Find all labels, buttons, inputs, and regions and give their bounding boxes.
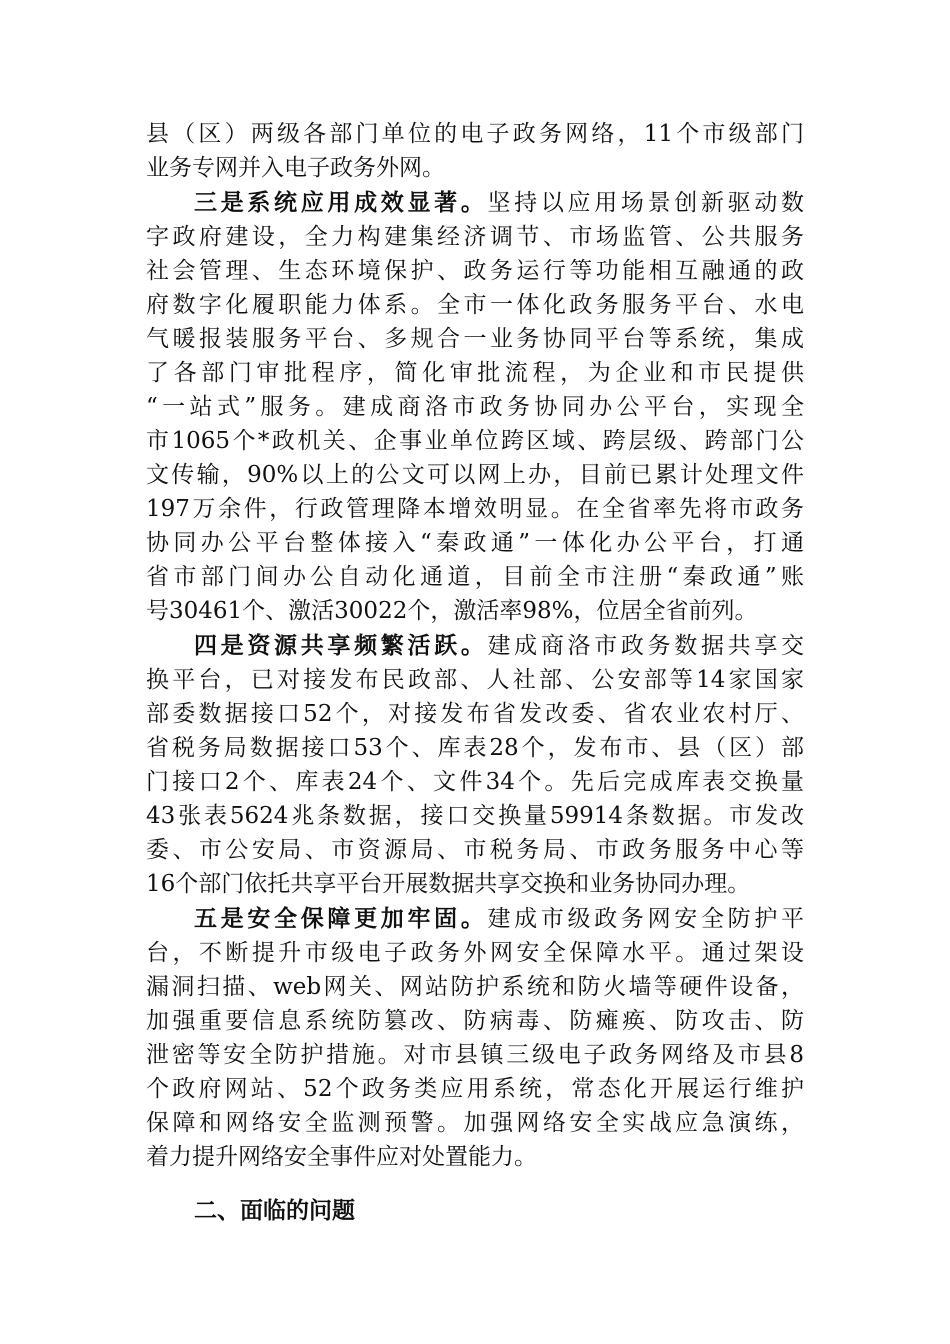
paragraph-3-lead: 四是资源共享频繁活跃。	[194, 632, 488, 659]
paragraph-4-line-3: 漏洞扫描、web网关、网站防护系统和防火墙等硬件设备，	[146, 974, 804, 1000]
paragraph-2-line-6: 了各部门审批程序，简化审批流程，为企业和市民提供	[146, 360, 804, 386]
paragraph-2-line-3: 社会管理、生态环境保护、政务运行等功能相互融通的政	[146, 258, 804, 284]
paragraph-3-text: 建成商洛市政务数据共享交	[487, 633, 805, 659]
paragraph-1-line-1: 县（区）两级各部门单位的电子政务网络，11个市级部门	[146, 121, 804, 147]
paragraph-2-lead: 三是系统应用成效显著。	[194, 189, 488, 216]
paragraph-3-line-1	[194, 629, 804, 663]
paragraph-3-line-8: 16个部门依托共享平台开展数据共享交换和业务协同办理。	[146, 871, 751, 897]
paragraph-2-line-12: 省市部门间办公自动化通道，目前全市注册“秦政通”账	[146, 564, 804, 590]
paragraph-4-line-4: 加强重要信息系统防篡改、防病毒、防瘫痪、防攻击、防	[146, 1008, 804, 1034]
paragraph-3-line-2: 换平台，已对接发布民政部、人社部、公安部等14家国家	[146, 667, 804, 693]
paragraph-2-line-2: 字政府建设，全力构建集经济调节、市场监管、公共服务	[146, 224, 804, 250]
paragraph-2-line-8: 市1065个*政机关、企事业单位跨区域、跨层级、跨部门公	[146, 428, 804, 454]
paragraph-2-line-9: 文传输，90%以上的公文可以网上办，目前已累计处理文件	[146, 462, 804, 488]
paragraph-4-line-8: 着力提升网络安全事件应对处置能力。	[146, 1144, 537, 1170]
paragraph-4-line-6: 个政府网站、52个政务类应用系统，常态化开展运行维护	[146, 1076, 804, 1102]
paragraph-2-text: 坚持以应用场景创新驱动数	[487, 190, 805, 216]
paragraph-4-line-1	[194, 902, 804, 936]
paragraph-4-line-2: 台，不断提升市级电子政务外网安全保障水平。通过架设	[146, 940, 804, 966]
paragraph-4-line-5: 泄密等安全防护措施。对市县镇三级电子政务网络及市县8	[146, 1042, 804, 1068]
paragraph-1-line-2: 业务专网并入电子政务外网。	[146, 155, 445, 181]
paragraph-2-line-13: 号30461个、激活30022个，激活率98%，位居全省前列。	[146, 598, 758, 624]
paragraph-4-text: 建成市级政务网安全防护平	[487, 906, 805, 932]
paragraph-2-line-7: “一站式”服务。建成商洛市政务协同办公平台，实现全	[146, 394, 804, 420]
paragraph-4-lead: 五是安全保障更加牢固。	[194, 905, 488, 932]
paragraph-3-line-3: 部委数据接口52个，对接发布省发改委、省农业农村厅、	[146, 701, 804, 727]
paragraph-3-line-5: 门接口2个、库表24个、文件34个。先后完成库表交换量	[146, 769, 804, 795]
paragraph-3-line-4: 省税务局数据接口53个、库表28个，发布市、县（区）部	[146, 735, 804, 761]
paragraph-2-line-5: 气暖报装服务平台、多规合一业务协同平台等系统，集成	[146, 326, 804, 352]
paragraph-3-line-7: 委、市公安局、市资源局、市税务局、市政务服务中心等	[146, 837, 804, 863]
paragraph-2-line-10: 197万余件，行政管理降本增效明显。在全省率先将市政务	[146, 496, 804, 522]
paragraph-2-line-11: 协同办公平台整体接入“秦政通”一体化办公平台，打通	[146, 530, 804, 556]
paragraph-4-line-7: 保障和网络安全监测预警。加强网络安全实战应急演练，	[146, 1110, 804, 1136]
paragraph-3-line-6: 43张表5624兆条数据，接口交换量59914条数据。市发改	[146, 803, 804, 829]
paragraph-2-line-4: 府数字化履职能力体系。全市一体化政务服务平台、水电	[146, 292, 804, 318]
paragraph-2-line-1	[194, 186, 804, 220]
section-heading: 二、面临的问题	[194, 1198, 355, 1224]
